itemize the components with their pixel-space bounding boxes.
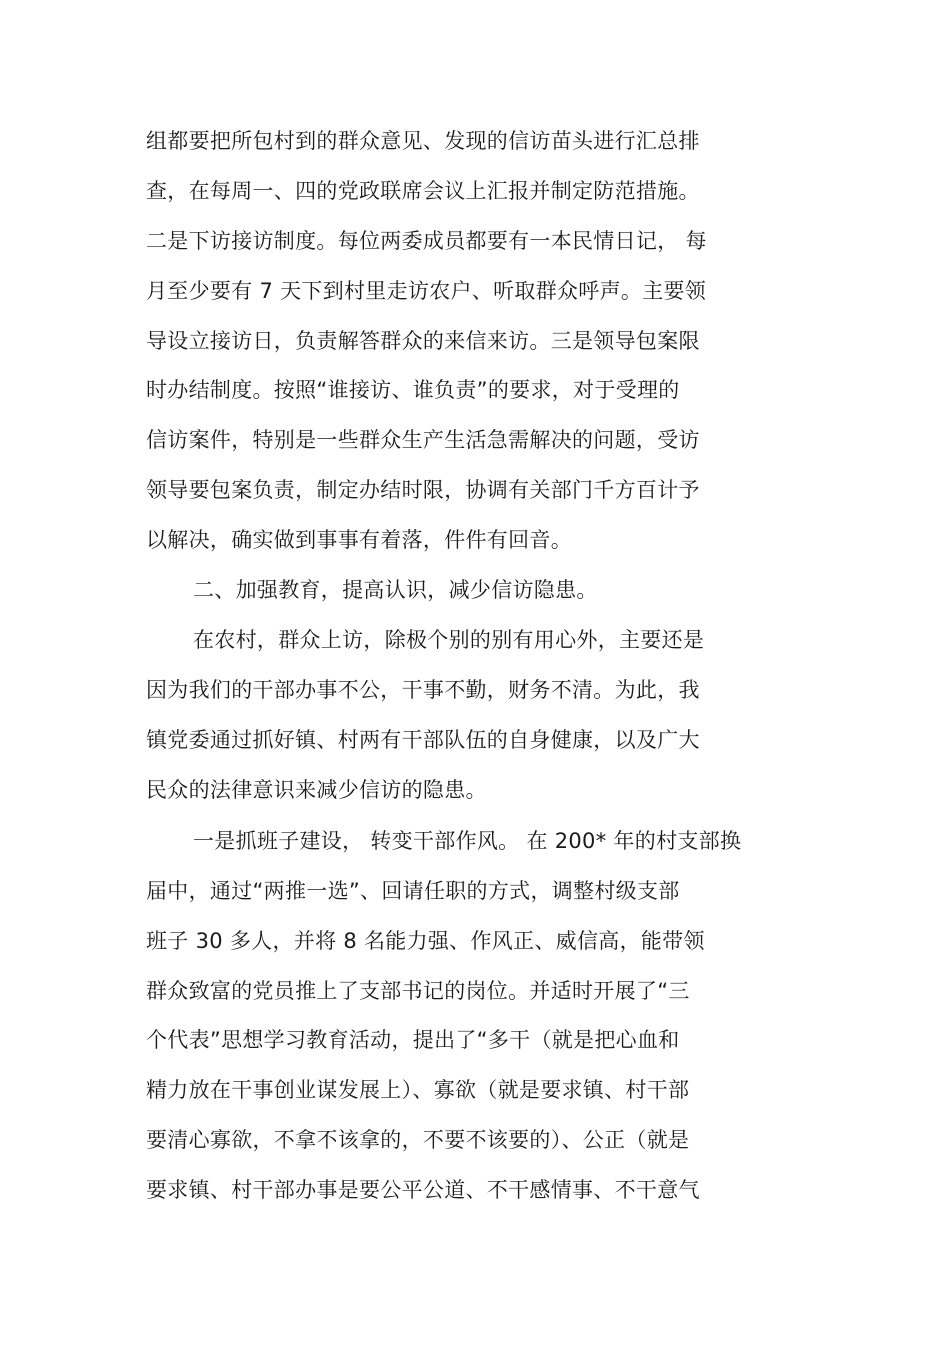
text-line: 一是抓班子建设， 转变干部作风。 在 200* 年的村支部换 (193, 829, 742, 853)
text-line: 月至少要有 7 天下到村里走访农户、听取群众呼声。主要领 (146, 279, 707, 303)
text-line: 导设立接访日，负责解答群众的来信来访。三是领导包案限 (146, 329, 700, 353)
text-line: 民众的法律意识来减少信访的隐患。 (146, 778, 487, 802)
text-line: 二是下访接访制度。每位两委成员都要有一本民情日记， 每 (146, 229, 707, 253)
text-line: 镇党委通过抓好镇、村两有干部队伍的自身健康，以及广大 (146, 728, 700, 752)
text-line: 组都要把所包村到的群众意见、发现的信访苗头进行汇总排 (146, 129, 700, 153)
text-line: 要清心寡欲，不拿不该拿的，不要不该要的）、公正（就是 (146, 1128, 690, 1152)
text-line: 时办结制度。按照“谁接访、谁负责”的要求，对于受理的 (146, 378, 680, 402)
text-line: 届中，通过“两推一选”、回请任职的方式，调整村级支部 (146, 879, 680, 903)
text-line: 因为我们的干部办事不公，干事不勤，财务不清。为此，我 (146, 678, 700, 702)
text-line: 群众致富的党员推上了支部书记的岗位。并适时开展了“三 (146, 979, 690, 1003)
section-heading: 二、加强教育，提高认识，减少信访隐患。 (193, 578, 598, 602)
text-line: 个代表”思想学习教育活动，提出了“多干（就是把心血和 (146, 1028, 680, 1052)
text-line: 要求镇、村干部办事是要公平公道、不干感情事、不干意气 (146, 1178, 700, 1202)
text-line: 以解决，确实做到事事有着落，件件有回音。 (146, 528, 572, 552)
text-line: 领导要包案负责，制定办结时限，协调有关部门千方百计予 (146, 478, 700, 502)
text-line: 信访案件，特别是一些群众生产生活急需解决的问题，受访 (146, 428, 700, 452)
text-line: 在农村，群众上访，除极个别的别有用心外，主要还是 (193, 628, 705, 652)
text-line: 班子 30 多人，并将 8 名能力强、作风正、威信高，能带领 (146, 929, 705, 953)
text-line: 精力放在干事创业谋发展上）、寡欲（就是要求镇、村干部 (146, 1078, 690, 1102)
text-line: 查，在每周一、四的党政联席会议上汇报并制定防范措施。 (146, 179, 700, 203)
